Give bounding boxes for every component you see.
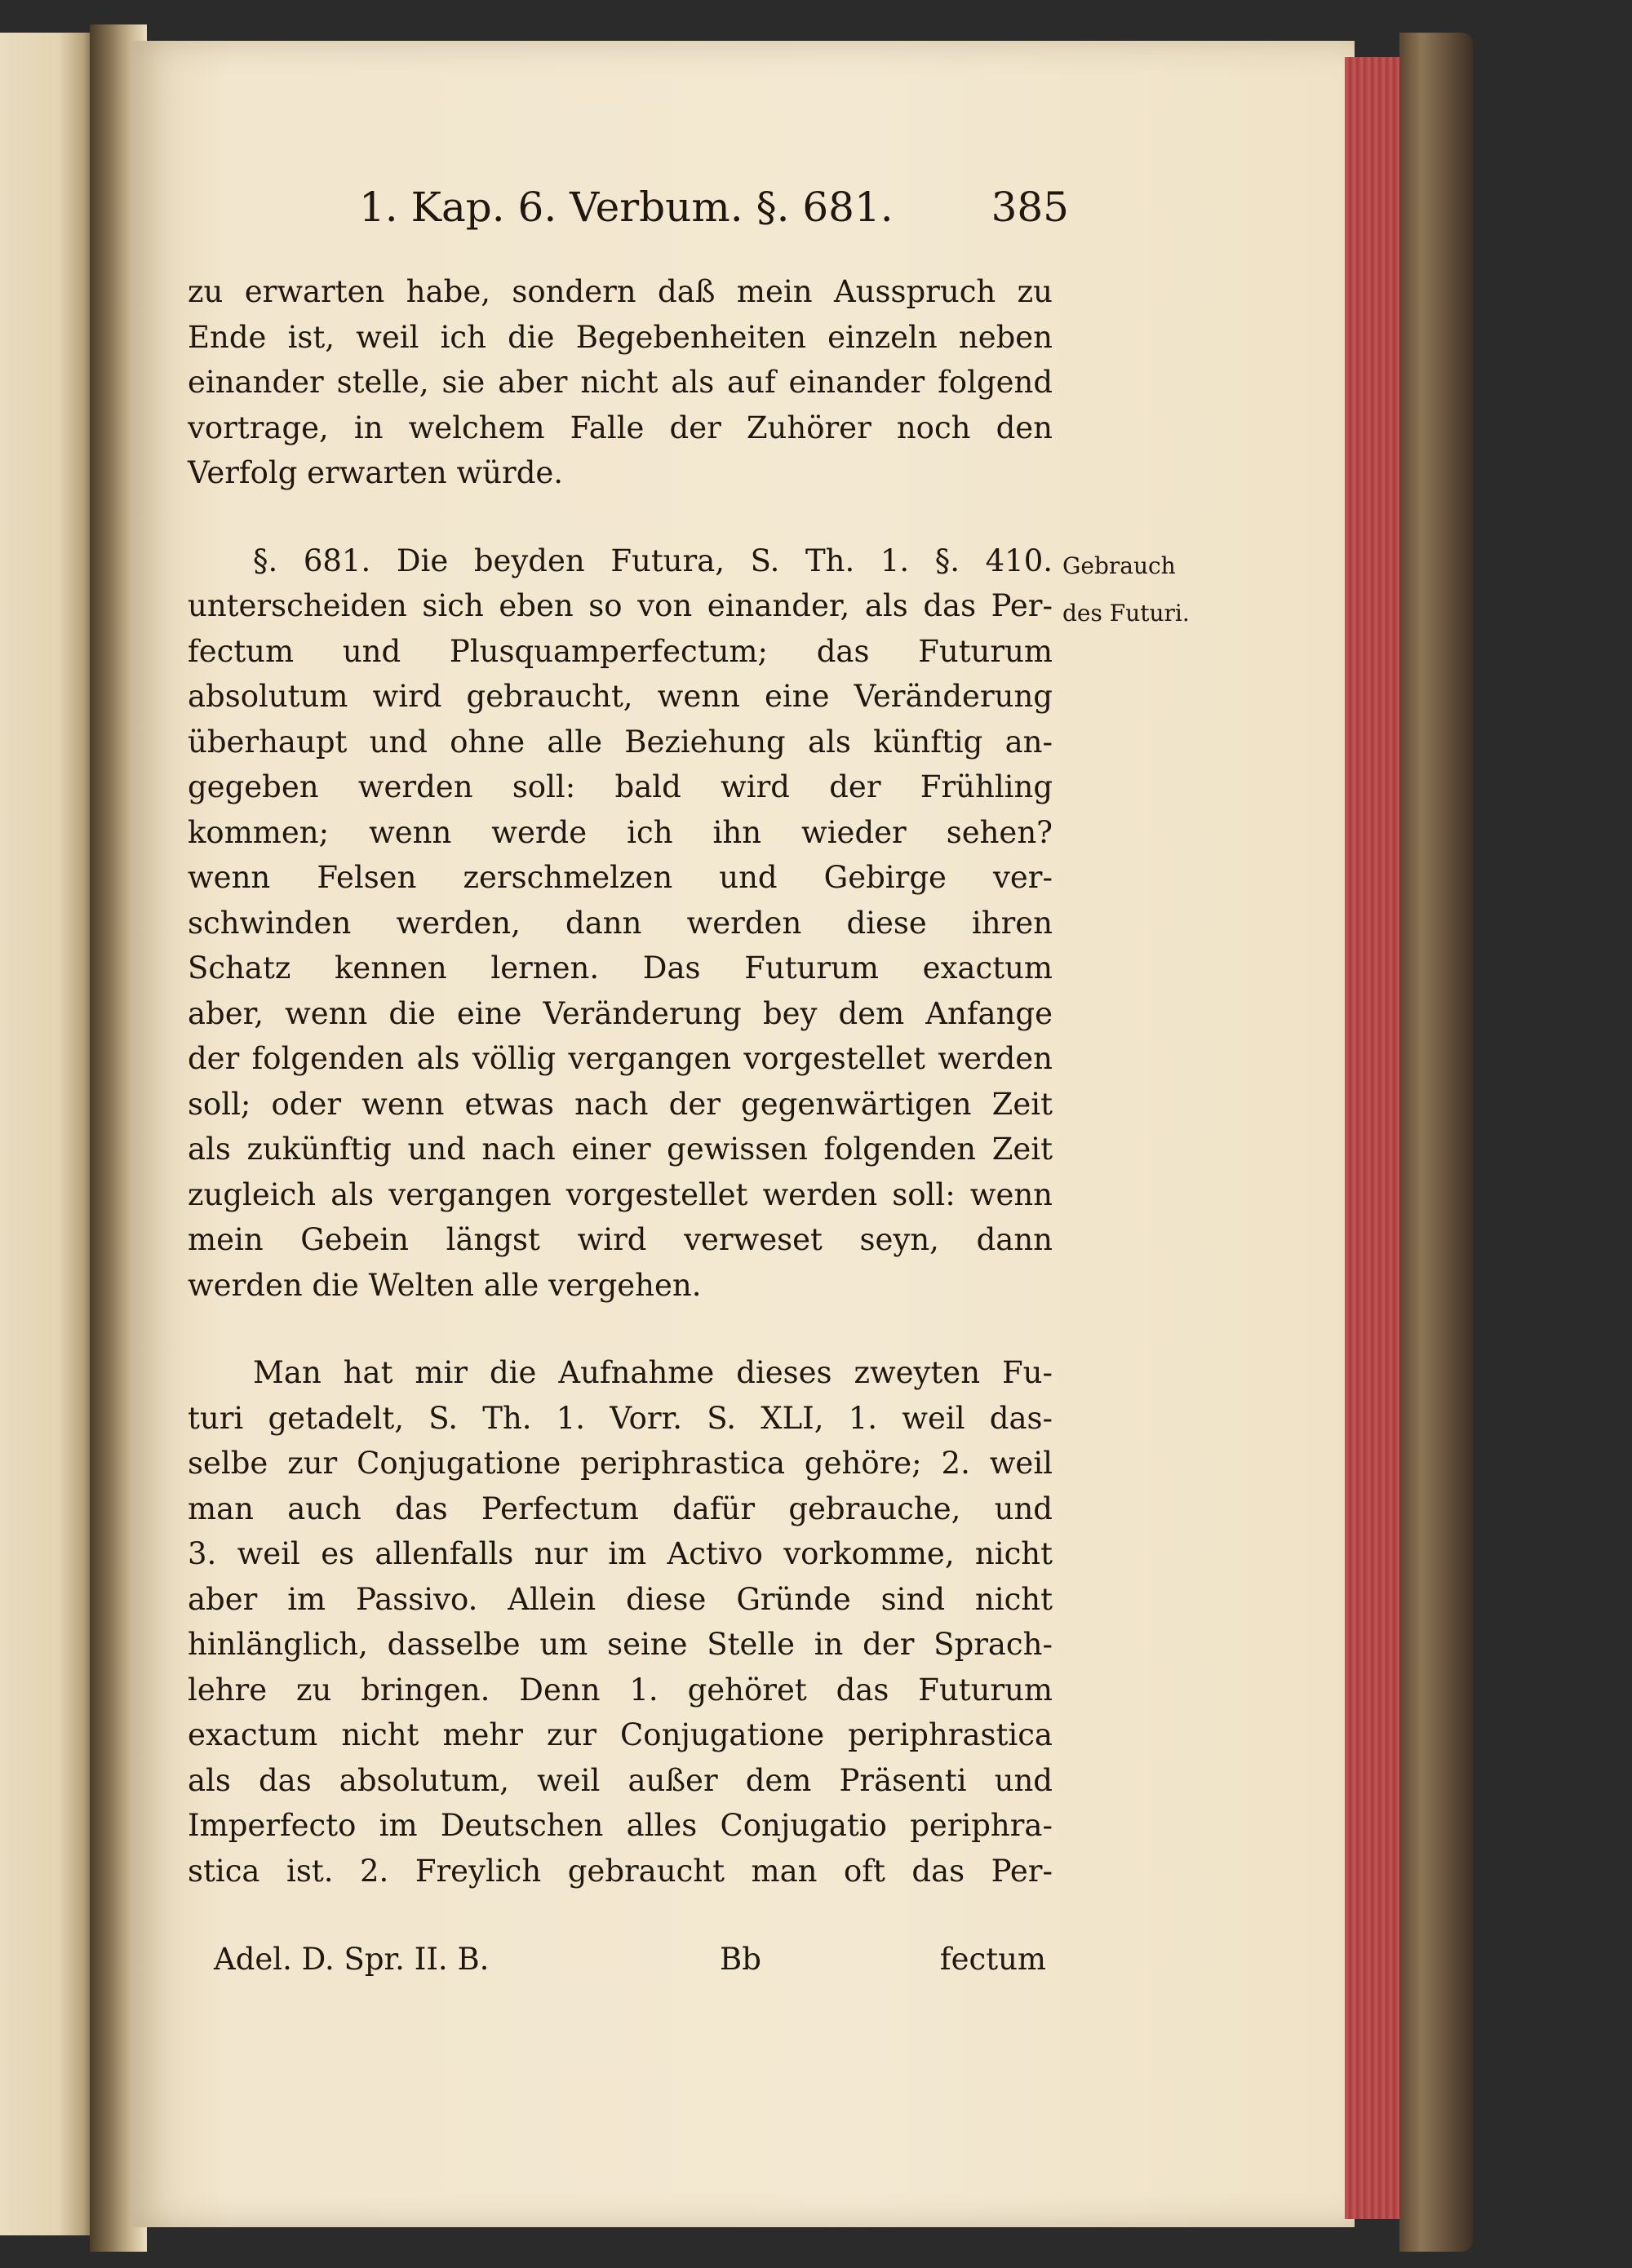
signature-line: Adel. D. Spr. II. B. bbox=[214, 1942, 490, 1977]
text-line: zu erwarten habe, sondern daß mein Ausspruch zu bbox=[188, 274, 1053, 309]
text-line: selbe zur Conjugatione periphrastica gehöre; 2. weil bbox=[188, 1446, 1053, 1481]
text-line: stica ist. 2. Freylich gebraucht man oft das Per- bbox=[188, 1853, 1053, 1889]
text-line: aber, wenn die eine Veränderung bey dem Anfange bbox=[188, 995, 1053, 1031]
book-cover bbox=[1399, 33, 1473, 2252]
text-line: absolutum wird gebraucht, wenn eine Veränderung bbox=[188, 679, 1053, 714]
text-line: Verfolg erwarten würde. bbox=[188, 455, 564, 490]
page-footer bbox=[214, 1942, 1046, 1991]
margin-note bbox=[1062, 543, 1217, 637]
text-line: als zukünftig und nach einer gewissen folgenden Zeit bbox=[188, 1132, 1053, 1167]
paragraph-gap bbox=[188, 496, 1053, 538]
left-page-edge bbox=[0, 33, 98, 2235]
margin-note-line: Gebrauch bbox=[1062, 552, 1176, 579]
text-line: Schatz kennen lernen. Das Futurum exactum bbox=[188, 950, 1053, 986]
text-line: Ende ist, weil ich die Begebenheiten einzeln neben bbox=[188, 319, 1053, 355]
text-line: zugleich als vergangen vorgestellet werden soll: wenn bbox=[188, 1176, 1053, 1212]
paragraph-gap bbox=[188, 1308, 1053, 1350]
page-number: 385 bbox=[991, 184, 1069, 231]
text-line: einander stelle, sie aber nicht als auf einander folgend bbox=[188, 365, 1053, 400]
text-line: unterscheiden sich eben so von einander, als das Per- bbox=[188, 588, 1053, 623]
running-title: 1. Kap. 6. Verbum. §. 681. bbox=[359, 184, 894, 231]
text-line: soll; oder wenn etwas nach der gegenwärtigen Zeit bbox=[188, 1086, 1053, 1122]
text-line: 3. weil es allenfalls nur im Activo vorkomme, nicht bbox=[188, 1536, 1053, 1571]
text-line: turi getadelt, S. Th. 1. Vorr. S. XLI, 1. weil das- bbox=[188, 1400, 1053, 1436]
signature-mark: Bb bbox=[720, 1942, 761, 1977]
running-header bbox=[359, 184, 1069, 249]
text-line: wenn Felsen zerschmelzen und Gebirge ver- bbox=[188, 860, 1053, 895]
margin-note-line: des Futuri. bbox=[1062, 600, 1190, 627]
text-line: mein Gebein längst wird verweset seyn, dann bbox=[188, 1222, 1053, 1257]
text-line: der folgenden als völlig vergangen vorgestellet werden bbox=[188, 1041, 1053, 1076]
text-line: vortrage, in welchem Falle der Zuhörer noch den bbox=[188, 410, 1053, 445]
page-edges-red bbox=[1345, 57, 1406, 2219]
text-line: als das absolutum, weil außer dem Präsenti und bbox=[188, 1762, 1053, 1798]
text-line: aber im Passivo. Allein diese Gründe sind nicht bbox=[188, 1581, 1053, 1617]
text-line: Man hat mir die Aufnahme dieses zweyten Fu- bbox=[253, 1355, 1053, 1390]
text-line: gegeben werden soll: bald wird der Frühling bbox=[188, 769, 1053, 804]
text-line: Imperfecto im Deutschen alles Conjugatio periphra- bbox=[188, 1808, 1053, 1843]
text-line: lehre zu bringen. Denn 1. gehöret das Futurum bbox=[188, 1672, 1053, 1708]
text-line: kommen; wenn werde ich ihn wieder sehen? bbox=[188, 814, 1053, 850]
text-line: fectum und Plusquamperfectum; das Futurum bbox=[188, 633, 1053, 669]
text-line: man auch das Perfectum dafür gebrauche, und bbox=[188, 1491, 1053, 1526]
text-line: §. 681. Die beyden Futura, S. Th. 1. §. 410. bbox=[253, 543, 1053, 578]
text-line: überhaupt und ohne alle Beziehung als künftig an- bbox=[188, 724, 1053, 760]
text-line: exactum nicht mehr zur Conjugatione periphrastica bbox=[188, 1717, 1053, 1752]
text-line: schwinden werden, dann werden diese ihren bbox=[188, 905, 1053, 941]
catchword: fectum bbox=[939, 1942, 1046, 1977]
text-line: hinlänglich, dasselbe um seine Stelle in der Sprach- bbox=[188, 1627, 1053, 1662]
main-text bbox=[188, 269, 1053, 1894]
text-line: werden die Welten alle vergehen. bbox=[188, 1267, 702, 1303]
